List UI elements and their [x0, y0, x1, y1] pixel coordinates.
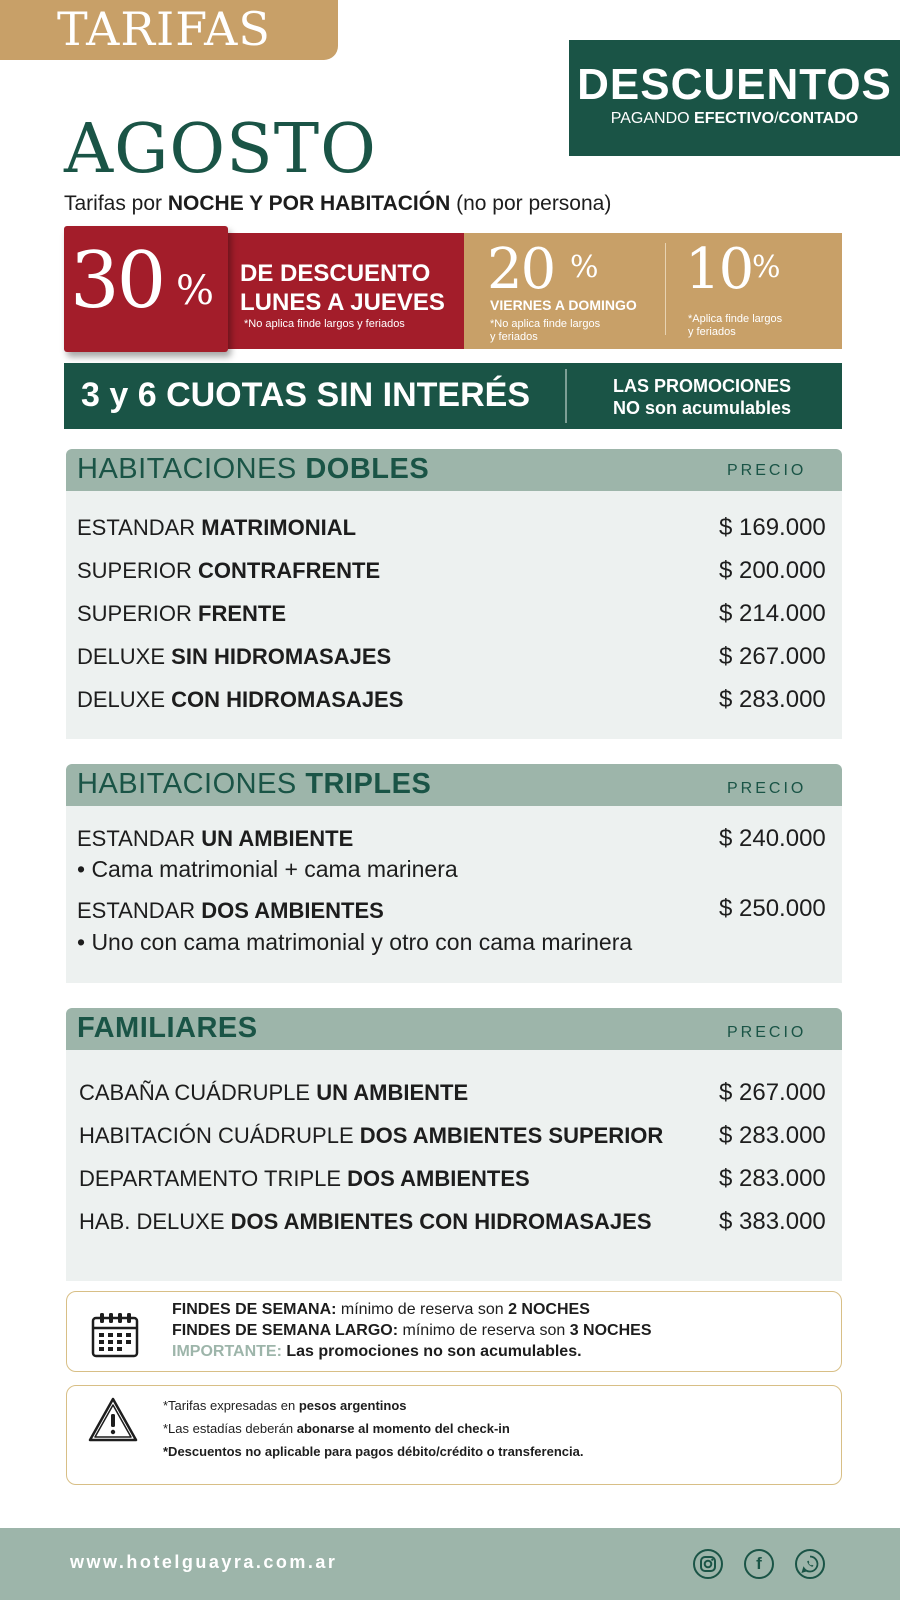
website-link[interactable]: www.hotelguayra.com.ar	[70, 1552, 338, 1572]
calendar-icon	[90, 1311, 140, 1363]
dobles-row-3: SUPERIOR FRENTE	[77, 601, 287, 626]
familiares-row-2: HABITACIÓN CUÁDRUPLE DOS AMBIENTES SUPERIOR	[79, 1123, 664, 1148]
terms-line-1: *Tarifas expresadas en pesos argentinos	[163, 1398, 407, 1413]
footer	[0, 1528, 900, 1600]
descuentos-title: DESCUENTOS	[577, 60, 892, 109]
dobles-row-1: ESTANDAR MATRIMONIAL	[77, 515, 357, 540]
dobles-header	[66, 449, 842, 491]
discount-30-note: *No aplica finde largos y feriados	[244, 318, 405, 330]
cuotas-text: 3 y 6 CUOTAS SIN INTERÉS	[81, 376, 531, 414]
triples-title: HABITACIONES TRIPLES	[77, 768, 432, 800]
discount-30-text: DE DESCUENTO LUNES A JUEVES	[240, 260, 445, 316]
long-weekend-rule: FINDES DE SEMANA LARGO: mínimo de reserva son 3 NOCHES	[172, 1322, 652, 1339]
month-title: AGOSTO	[64, 110, 377, 189]
triples-row-1: ESTANDAR UN AMBIENTE	[77, 826, 354, 851]
dobles-price-label: PRECIO	[727, 462, 807, 479]
familiares-price-3: $ 283.000	[719, 1165, 826, 1192]
familiares-title: FAMILIARES	[77, 1012, 258, 1044]
dobles-row-5: DELUXE CON HIDROMASAJES	[77, 687, 404, 712]
dobles-price-1: $ 169.000	[719, 514, 826, 541]
discount-30-percent: %	[176, 268, 215, 314]
cuotas-note: LAS PROMOCIONES NO son acumulables	[613, 376, 792, 418]
familiares-price-label: PRECIO	[727, 1024, 807, 1041]
whatsapp-icon[interactable]	[795, 1549, 825, 1579]
dobles-price-2: $ 200.000	[719, 557, 826, 584]
triples-price-1: $ 240.000	[719, 825, 826, 852]
rates-subtitle: Tarifas por NOCHE Y POR HABITACIÓN (no por persona)	[64, 192, 612, 215]
discount-30-number: 30	[70, 236, 164, 326]
dobles-row-2: SUPERIOR CONTRAFRENTE	[77, 558, 381, 583]
tarifas-label: TARIFAS	[57, 2, 271, 56]
terms-line-2: *Las estadías deberán abonarse al momento del check-in	[163, 1421, 510, 1436]
familiares-price-1: $ 267.000	[719, 1079, 826, 1106]
discount-10-percent: %	[752, 250, 781, 285]
cuotas-divider	[565, 369, 567, 423]
discount-divider	[665, 243, 666, 335]
familiares-row-1: CABAÑA CUÁDRUPLE UN AMBIENTE	[79, 1080, 469, 1105]
dobles-row-4: DELUXE SIN HIDROMASAJES	[77, 644, 392, 669]
triples-header	[66, 764, 842, 806]
warning-icon	[87, 1396, 139, 1448]
familiares-price-2: $ 283.000	[719, 1122, 826, 1149]
tarifas-tag	[0, 0, 338, 60]
weekend-rule: FINDES DE SEMANA: mínimo de reserva son 2 NOCHES	[172, 1301, 590, 1318]
cuotas-band	[64, 363, 842, 429]
discount-20-percent: %	[570, 250, 599, 285]
descuentos-box	[569, 40, 900, 156]
triples-row-2: ESTANDAR DOS AMBIENTES	[77, 898, 384, 923]
important-note: IMPORTANTE: Las promociones no son acumulables.	[172, 1343, 582, 1360]
familiares-price-4: $ 383.000	[719, 1208, 826, 1235]
facebook-icon[interactable]: f	[744, 1549, 774, 1579]
instagram-icon[interactable]	[693, 1549, 723, 1579]
dobles-price-3: $ 214.000	[719, 600, 826, 627]
triples-price-label: PRECIO	[727, 780, 807, 797]
descuentos-subtitle: PAGANDO EFECTIVO/CONTADO	[610, 110, 859, 127]
discount-20-number: 20	[487, 237, 555, 302]
dobles-title: HABITACIONES DOBLES	[77, 453, 430, 485]
terms-line-3: *Descuentos no aplicable para pagos débito/crédito o transferencia.	[163, 1444, 584, 1459]
triples-price-2: $ 250.000	[719, 895, 826, 922]
dobles-price-4: $ 267.000	[719, 643, 826, 670]
triples-note-2: • Uno con cama matrimonial y otro con cama marinera	[77, 929, 633, 955]
discount-10-number: 10	[685, 237, 753, 302]
discount-10-note: *Aplica finde largos y feriados	[688, 313, 783, 338]
triples-note-1: • Cama matrimonial + cama marinera	[77, 856, 458, 882]
discount-20-note: *No aplica finde largos y feriados	[490, 318, 601, 343]
familiares-row-4: HAB. DELUXE DOS AMBIENTES CON HIDROMASAJES	[79, 1209, 652, 1234]
familiares-header	[66, 1008, 842, 1050]
dobles-price-5: $ 283.000	[719, 686, 826, 713]
familiares-row-3: DEPARTAMENTO TRIPLE DOS AMBIENTES	[79, 1166, 530, 1191]
discount-20-text: VIERNES A DOMINGO	[490, 297, 637, 313]
